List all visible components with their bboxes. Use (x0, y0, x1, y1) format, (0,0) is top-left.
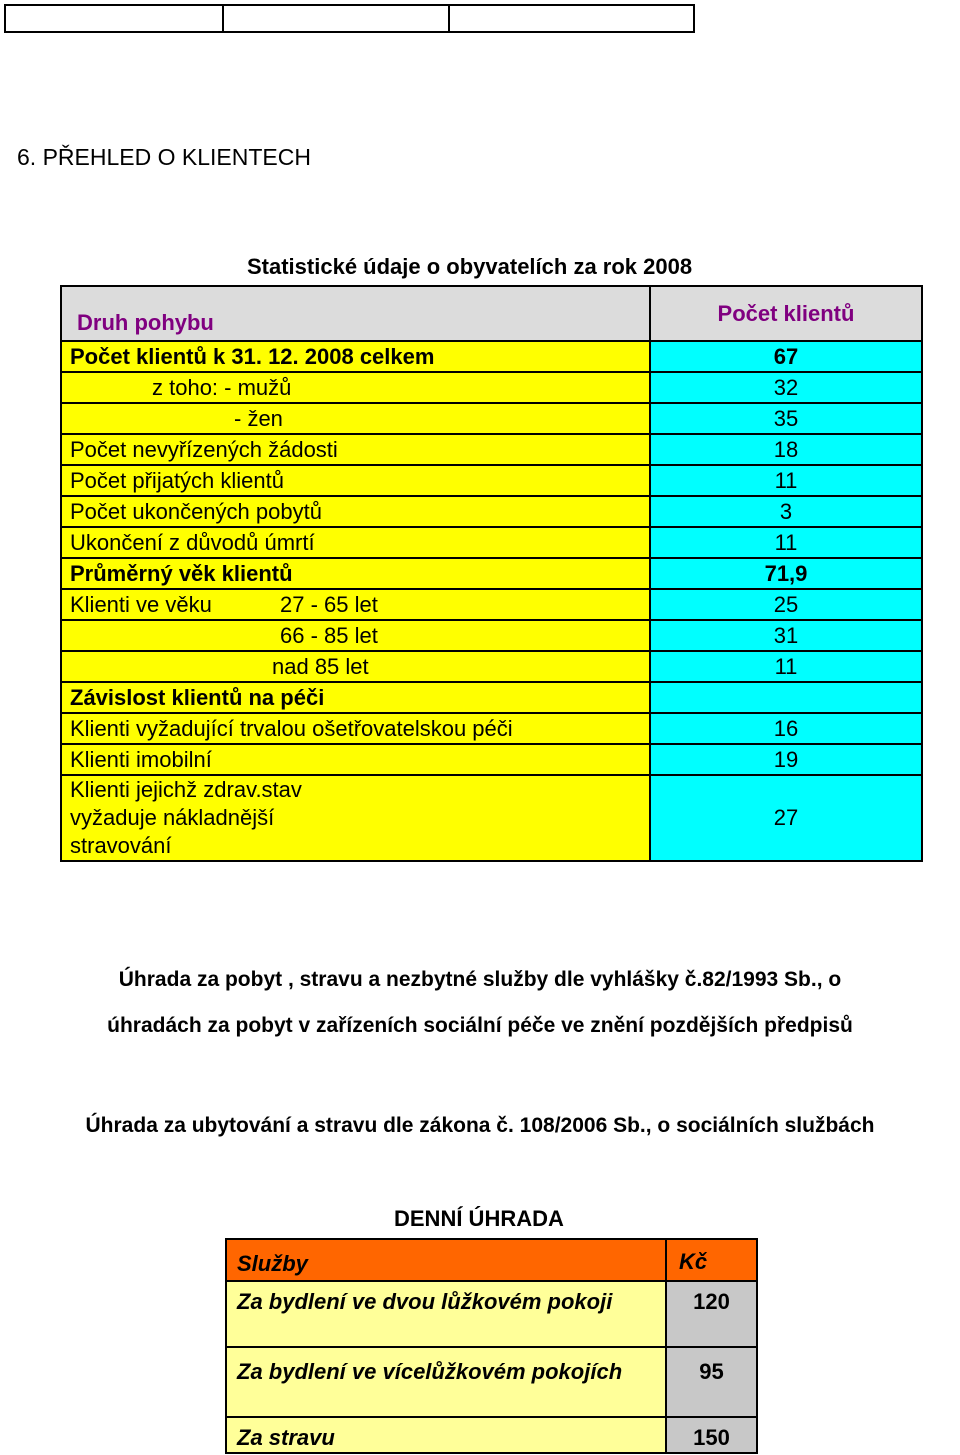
row-value (650, 682, 922, 713)
row-value: 31 (650, 620, 922, 651)
table-row (61, 372, 922, 403)
column-header-count: Počet klientů (650, 286, 922, 341)
row-value: 18 (650, 434, 922, 465)
service-amount: 95 (666, 1347, 757, 1417)
row-value: 19 (650, 744, 922, 775)
table-row (61, 651, 922, 682)
row-label: Klienti ve věku (70, 591, 212, 617)
table-row (61, 527, 922, 558)
table-row (61, 713, 922, 744)
service-label: Za bydlení ve dvou lůžkovém pokoji (226, 1281, 666, 1347)
table-row (226, 1347, 757, 1417)
age-range: 66 - 85 let (280, 622, 378, 648)
service-amount: 120 (666, 1281, 757, 1347)
fees-table (225, 1238, 758, 1454)
stats-table (60, 285, 923, 862)
row-label: - žen (234, 405, 283, 431)
age-range: nad 85 let (272, 653, 369, 679)
row-label: z toho: - mužů (152, 374, 292, 400)
table-row (226, 1281, 757, 1347)
table-row (61, 496, 922, 527)
row-label: Počet klientů k 31. 12. 2008 celkem (61, 341, 650, 372)
empty-cell-3 (448, 4, 695, 33)
service-label: Za stravu (226, 1417, 666, 1453)
row-label: Klienti vyžadující trvalou ošetřovatelskou péči (61, 713, 650, 744)
row-value: 35 (650, 403, 922, 434)
fee-regulation-line1: Úhrada za pobyt , stravu a nezbytné služby dle vyhlášky č.82/1993 Sb., o (118, 968, 842, 991)
table-row (61, 620, 922, 651)
row-label: Počet přijatých klientů (61, 465, 650, 496)
row-label: Počet nevyřízených žádosti (61, 434, 650, 465)
row-label: Počet ukončených pobytů (61, 496, 650, 527)
table-subtitle: Statistické údaje o obyvatelích za rok 2008 (247, 254, 693, 279)
table-row (61, 682, 922, 713)
row-value: 27 (650, 775, 922, 861)
table-row (61, 434, 922, 465)
age-range: 27 - 65 let (280, 591, 378, 617)
row-value: 11 (650, 527, 922, 558)
stats-header-row (61, 286, 922, 341)
service-amount: 150 (666, 1417, 757, 1453)
fee-law-text: Úhrada za ubytování a stravu dle zákona č. 108/2006 Sb., o sociálních službách (85, 1114, 875, 1137)
table-row (61, 775, 922, 861)
row-label: Ukončení z důvodů úmrtí (61, 527, 650, 558)
row-label: Klienti jejichž zdrav.stav vyžaduje nákladnější stravování (61, 775, 650, 861)
row-value: 67 (650, 341, 922, 372)
table-row (61, 558, 922, 589)
table-row (61, 589, 922, 620)
row-label: Závislost klientů na péči (61, 682, 650, 713)
column-header-type: Druh pohybu (61, 286, 650, 341)
section-heading: 6. PŘEHLED O KLIENTECH (17, 144, 311, 170)
row-value: 25 (650, 589, 922, 620)
column-header-amount: Kč (666, 1239, 757, 1281)
table-row (61, 403, 922, 434)
table-row (226, 1417, 757, 1453)
fee-regulation-line2: úhradách za pobyt v zařízeních sociální péče ve znění pozdějších předpisů (107, 1014, 853, 1037)
table-row (61, 744, 922, 775)
row-value: 3 (650, 496, 922, 527)
row-label: Průměrný věk klientů (61, 558, 650, 589)
row-value: 11 (650, 465, 922, 496)
column-header-service: Služby (226, 1239, 666, 1281)
row-value: 11 (650, 651, 922, 682)
row-value: 32 (650, 372, 922, 403)
empty-cell-1 (4, 4, 224, 33)
fees-header-row (226, 1239, 757, 1281)
empty-cell-2 (222, 4, 450, 33)
row-value: 16 (650, 713, 922, 744)
row-value: 71,9 (650, 558, 922, 589)
table-row (61, 465, 922, 496)
row-label: Klienti imobilní (61, 744, 650, 775)
table-row (61, 341, 922, 372)
service-label: Za bydlení ve vícelůžkovém pokojích (226, 1347, 666, 1417)
daily-fee-title: DENNÍ ÚHRADA (394, 1206, 564, 1231)
